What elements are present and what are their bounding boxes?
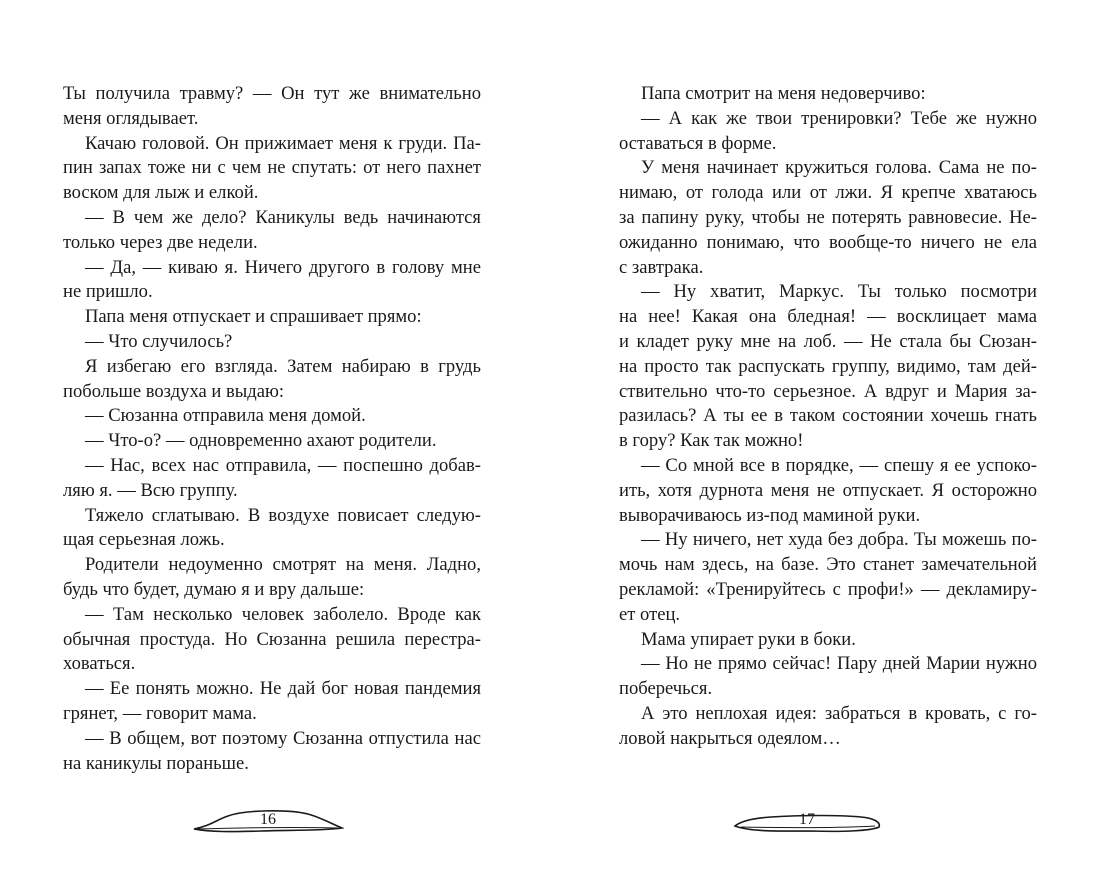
text-line: и кладет руку мне на лоб. — Не стала бы Сюзан- bbox=[619, 330, 1037, 352]
text-line: мочь нам здесь, на базе. Это станет замечательной bbox=[619, 554, 1037, 576]
text-line: на каникулы пораньше. bbox=[63, 752, 249, 774]
text-line: за папину руку, чтобы не потерять равновесие. Не- bbox=[619, 206, 1037, 228]
text-line: — В чем же дело? Каникулы ведь начинаются bbox=[85, 206, 481, 228]
page-number-left: 16 bbox=[260, 811, 276, 828]
text-line: Тяжело сглатываю. В воздухе повисает следую- bbox=[85, 504, 481, 526]
text-line: — Что-о? — одновременно ахают родители. bbox=[85, 430, 437, 452]
text-line: Качаю головой. Он прижимает меня к груди. Па- bbox=[85, 132, 481, 154]
text-line: ить, хотя дурнота меня не отпускает. Я осторожно bbox=[619, 479, 1037, 501]
text-line: — Ну хватит, Маркус. Ты только посмотри bbox=[641, 281, 1037, 303]
text-line: на просто так распускать группу, видимо, там дей- bbox=[619, 355, 1037, 377]
text-line: щая серьезная ложь. bbox=[63, 529, 225, 551]
text-line: рекламой: «Тренируйтесь с профи!» — декламиру- bbox=[619, 578, 1037, 600]
text-line: выворачиваюсь из-под маминой руки. bbox=[619, 504, 921, 526]
text-line: — Но не прямо сейчас! Пару дней Марии нужно bbox=[641, 653, 1037, 675]
right-page bbox=[619, 82, 1037, 752]
text-line: Папа смотрит на меня недоверчиво: bbox=[641, 83, 926, 104]
left-page bbox=[63, 82, 481, 776]
text-line: грянет, — говорит мама. bbox=[63, 702, 257, 724]
text-line: пин запах тоже ни с чем не спутать: от него пахнет bbox=[63, 157, 481, 179]
text-line: Ты получила травму? — Он тут же внимательно bbox=[63, 83, 481, 104]
text-line: — Сюзанна отправила меня домой. bbox=[85, 405, 366, 427]
text-line: оставаться в форме. bbox=[619, 132, 777, 154]
text-line: — Ее понять можно. Не дай бог новая пандемия bbox=[85, 678, 481, 700]
text-line: поберечься. bbox=[619, 678, 713, 700]
text-line: воском для лыж и елкой. bbox=[63, 182, 259, 204]
text-line: будь что будет, думаю я и вру дальше: bbox=[63, 578, 365, 600]
left-page-folio bbox=[192, 804, 344, 836]
text-line: — В общем, вот поэтому Сюзанна отпустила нас bbox=[85, 727, 481, 749]
text-line: — Что случилось? bbox=[85, 330, 233, 352]
text-line: только через две недели. bbox=[63, 231, 258, 253]
text-line: — Там несколько человек заболело. Вроде как bbox=[85, 603, 481, 625]
text-line: разилась? А ты ее в таком состоянии хочешь гнать bbox=[619, 405, 1037, 427]
text-line: Родители недоуменно смотрят на меня. Ладно, bbox=[85, 554, 481, 576]
text-line: ляю я. — Всю группу. bbox=[63, 479, 238, 501]
text-line: Папа меня отпускает и спрашивает прямо: bbox=[85, 306, 422, 328]
right-page-folio bbox=[731, 804, 883, 836]
text-line: обычная простуда. Но Сюзанна решила перестра- bbox=[63, 628, 481, 650]
text-line: нимаю, от голода или от лжи. Я крепче хватаюсь bbox=[619, 182, 1037, 204]
text-line: побольше воздуха и выдаю: bbox=[63, 380, 285, 402]
text-line: ствительно что-то серьезное. А вдруг и Мария за- bbox=[619, 380, 1037, 402]
text-line: на нее! Какая она бледная! — восклицает мама bbox=[619, 306, 1037, 328]
page-number-right: 17 bbox=[799, 811, 815, 828]
text-line: Я избегаю его взгляда. Затем набираю в грудь bbox=[85, 355, 481, 377]
text-line: — А как же твои тренировки? Тебе же нужно bbox=[641, 107, 1037, 129]
text-line: ет отец. bbox=[619, 603, 681, 625]
text-line: меня оглядывает. bbox=[63, 107, 199, 129]
text-line: — Ну ничего, нет худа без добра. Ты можешь по- bbox=[641, 529, 1037, 551]
text-line: А это неплохая идея: забраться в кровать, с го- bbox=[641, 702, 1037, 724]
text-line: ховаться. bbox=[63, 653, 136, 675]
text-line: — Со мной все в порядке, — спешу я ее успоко- bbox=[641, 454, 1037, 476]
text-line: Мама упирает руки в боки. bbox=[641, 628, 856, 650]
text-line: не пришло. bbox=[63, 281, 153, 303]
text-line: ловой накрыться одеялом… bbox=[619, 727, 841, 749]
text-line: в гору? Как так можно! bbox=[619, 430, 804, 452]
text-line: У меня начинает кружиться голова. Сама не по- bbox=[641, 157, 1037, 179]
text-line: — Да, — киваю я. Ничего другого в голову мне bbox=[85, 256, 481, 278]
text-line: с завтрака. bbox=[619, 256, 704, 278]
text-line: ожиданно понимаю, что вообще-то ничего не ела bbox=[619, 231, 1037, 253]
text-line: — Нас, всех нас отправила, — поспешно добав- bbox=[85, 454, 481, 476]
